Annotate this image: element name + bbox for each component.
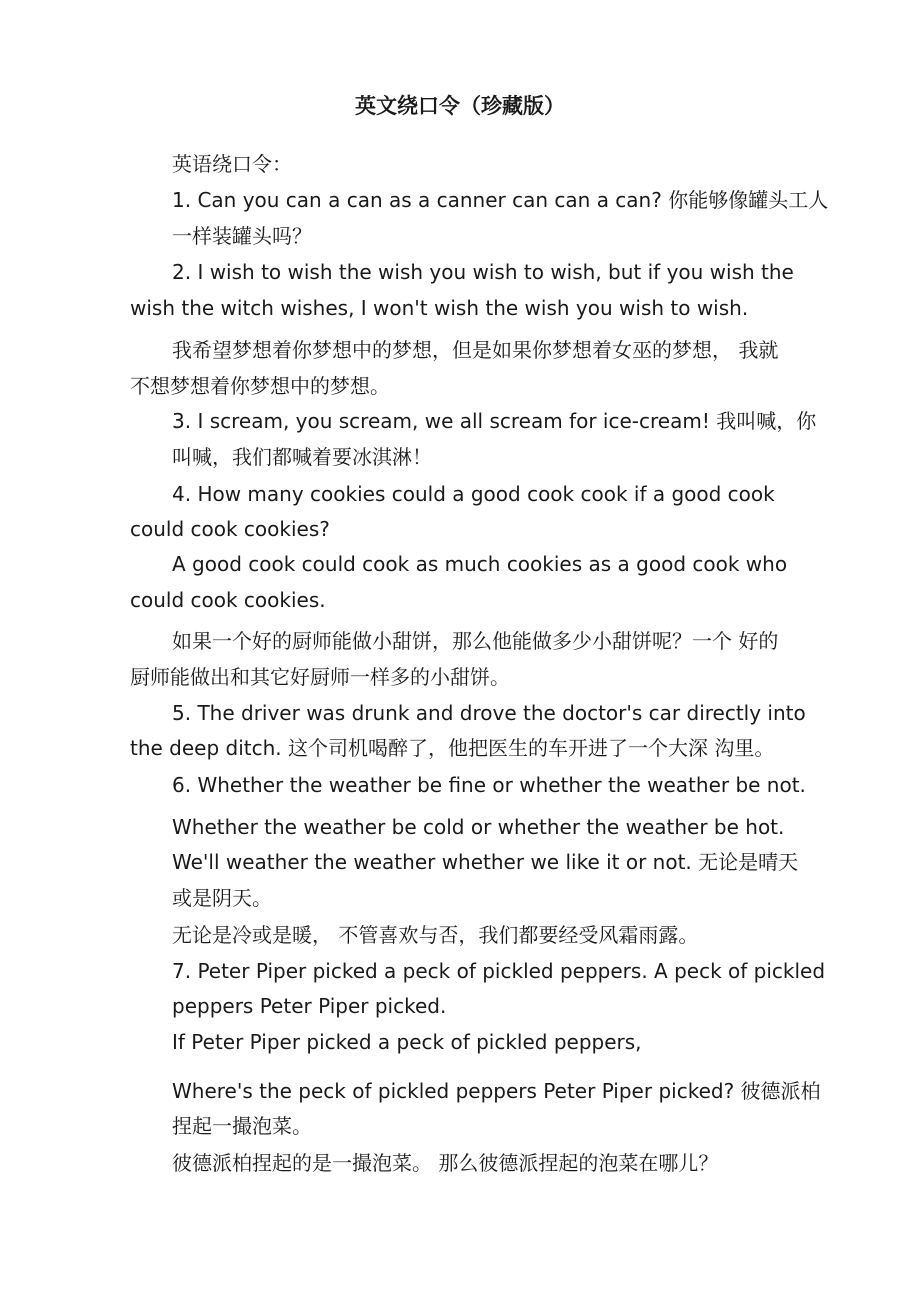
tongue-twister-7-translation: 彼德派柏捏起的是一撮泡菜。 那么彼德派捏起的泡菜在哪儿？ — [172, 1151, 719, 1175]
tongue-twister-3-line-2: 叫喊，我们都喊着要冰淇淋！ — [172, 445, 432, 469]
tongue-twister-5-line-1: 5. The driver was drunk and drove the doctor's car directly into — [172, 701, 806, 725]
tongue-twister-6-line-2: Whether the weather be cold or whether the weather be hot. — [172, 815, 785, 839]
tongue-twister-7-line-5: 捏起一撮泡菜。 — [172, 1114, 312, 1138]
tongue-twister-7-line-4: Where's the peck of pickled peppers Peter Piper picked? 彼德派柏 — [172, 1079, 821, 1103]
tongue-twister-5-line-2: the deep ditch. 这个司机喝醉了，他把医生的车开进了一个大深 沟里。 — [130, 736, 775, 760]
tongue-twister-4-line-4: could cook cookies. — [130, 588, 326, 612]
tongue-twister-4-line-1: 4. How many cookies could a good cook cook if a good cook — [172, 482, 775, 506]
tongue-twister-4-line-2: could cook cookies? — [130, 517, 330, 541]
tongue-twister-6-translation: 无论是冷或是暖， 不管喜欢与否，我们都要经受风霜雨露。 — [172, 923, 699, 947]
tongue-twister-6-line-4: 或是阴天。 — [172, 886, 272, 910]
tongue-twister-1-line-1: 1. Can you can a can as a canner can can a can? 你能够像罐头工人 — [172, 188, 829, 212]
tongue-twister-2-line-2: wish the witch wishes, I won't wish the wish you wish to wish. — [130, 296, 749, 320]
tongue-twister-7-line-1: 7. Peter Piper picked a peck of pickled peppers. A peck of pickled — [172, 959, 826, 983]
tongue-twister-3-line-1: 3. I scream, you scream, we all scream for ice-cream! 我叫喊，你 — [172, 409, 817, 433]
tongue-twister-6-line-1: 6. Whether the weather be fine or whether the weather be not. — [172, 773, 806, 797]
tongue-twister-6-line-3: We'll weather the weather whether we like it or not. 无论是晴天 — [172, 850, 799, 874]
intro-line: 英语绕口令： — [172, 152, 292, 176]
tongue-twister-2-line-1: 2. I wish to wish the wish you wish to wish, but if you wish the — [172, 260, 794, 284]
document-title: 英文绕口令（珍藏版） — [355, 94, 565, 118]
tongue-twister-2-translation-1: 我希望梦想着你梦想中的梦想，但是如果你梦想着女巫的梦想， 我就 — [172, 338, 779, 362]
tongue-twister-2-translation-2: 不想梦想着你梦想中的梦想。 — [130, 374, 390, 398]
tongue-twister-4-line-3: A good cook could cook as much cookies as a good cook who — [172, 552, 788, 576]
tongue-twister-7-line-3: If Peter Piper picked a peck of pickled peppers, — [172, 1030, 642, 1054]
tongue-twister-4-translation-2: 厨师能做出和其它好厨师一样多的小甜饼。 — [130, 665, 510, 689]
tongue-twister-4-translation-1: 如果一个好的厨师能做小甜饼，那么他能做多少小甜饼呢？一个 好的 — [172, 629, 779, 653]
tongue-twister-7-line-2: peppers Peter Piper picked. — [172, 994, 447, 1018]
tongue-twister-1-line-2: 一样装罐头吗？ — [172, 224, 312, 248]
